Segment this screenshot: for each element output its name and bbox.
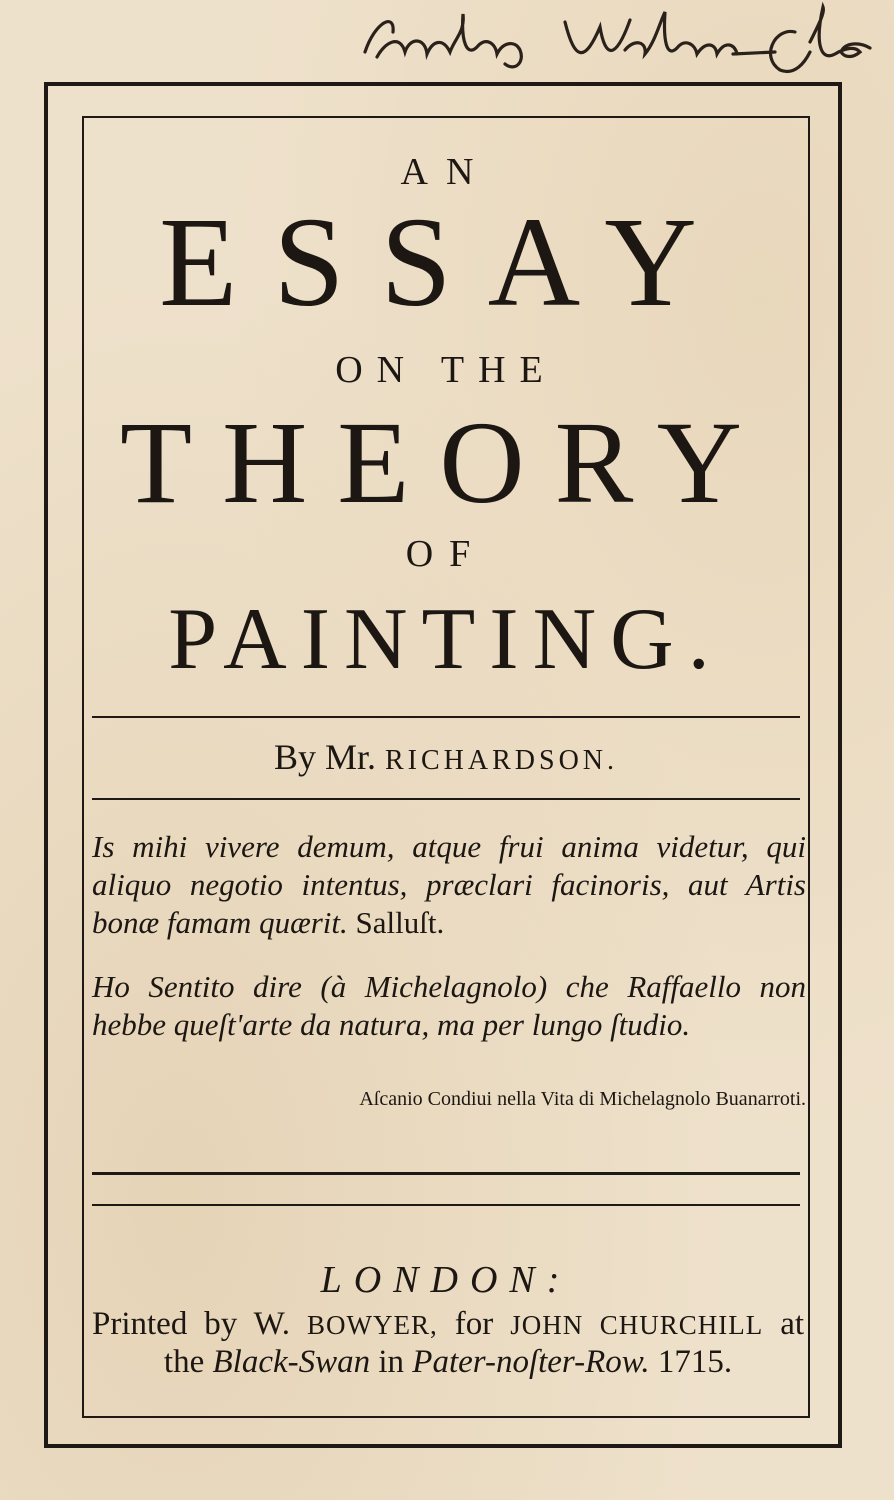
imprint-line-2 [92,1344,804,1381]
divider-rule [92,716,800,718]
title-an: AN [400,151,492,193]
author-prefix: By Mr. [273,737,376,777]
title-essay: ESSAY [159,191,733,333]
imprint-street: Pater-noſter-Row. [412,1344,650,1380]
title-painting: PAINTING. [168,591,724,688]
epigraph-latin-text: Is mihi vivere demum, atque frui anima videtur, qui aliquo negotio intentus, præclari facinoris, aut Artis bonæ famam quærit. [92,829,806,940]
divider-rule [92,1204,800,1206]
handwritten-signature [355,2,875,80]
imprint-line-1 [92,1306,804,1343]
imprint-the: the [163,1344,205,1380]
imprint-for: for [454,1306,494,1342]
title-of: OF [405,533,487,575]
imprint-printed-by: Printed by W. [92,1306,291,1342]
epigraph-latin [92,828,806,942]
divider-rule [92,798,800,800]
imprint-publisher: JOHN CHURCHILL [510,1310,764,1340]
divider-rule [92,1172,800,1175]
imprint-sign: Black-Swan [212,1344,371,1380]
imprint-printer: BOWYER, [307,1310,438,1340]
imprint-year: 1715. [657,1344,733,1380]
epigraph-italian: Ho Sentito dire (à Michelagnolo) che Raffaello non hebbe queſt'arte da natura, ma per lungo ſtudio. [92,969,806,1042]
title-theory: THEORY [120,397,772,528]
title-on-the: ON THE [335,349,557,391]
author-name: RICHARDSON. [385,745,619,776]
imprint-at: at [780,1306,805,1342]
epigraph-italian-attribution: Aſcanio Condiui nella Vita di Michelagnolo Buanarroti. [359,1088,806,1110]
author-line [82,736,810,778]
imprint-in: in [378,1344,405,1380]
epigraph-latin-source: Salluſt. [355,905,445,940]
imprint-place: LONDON: [320,1259,572,1301]
